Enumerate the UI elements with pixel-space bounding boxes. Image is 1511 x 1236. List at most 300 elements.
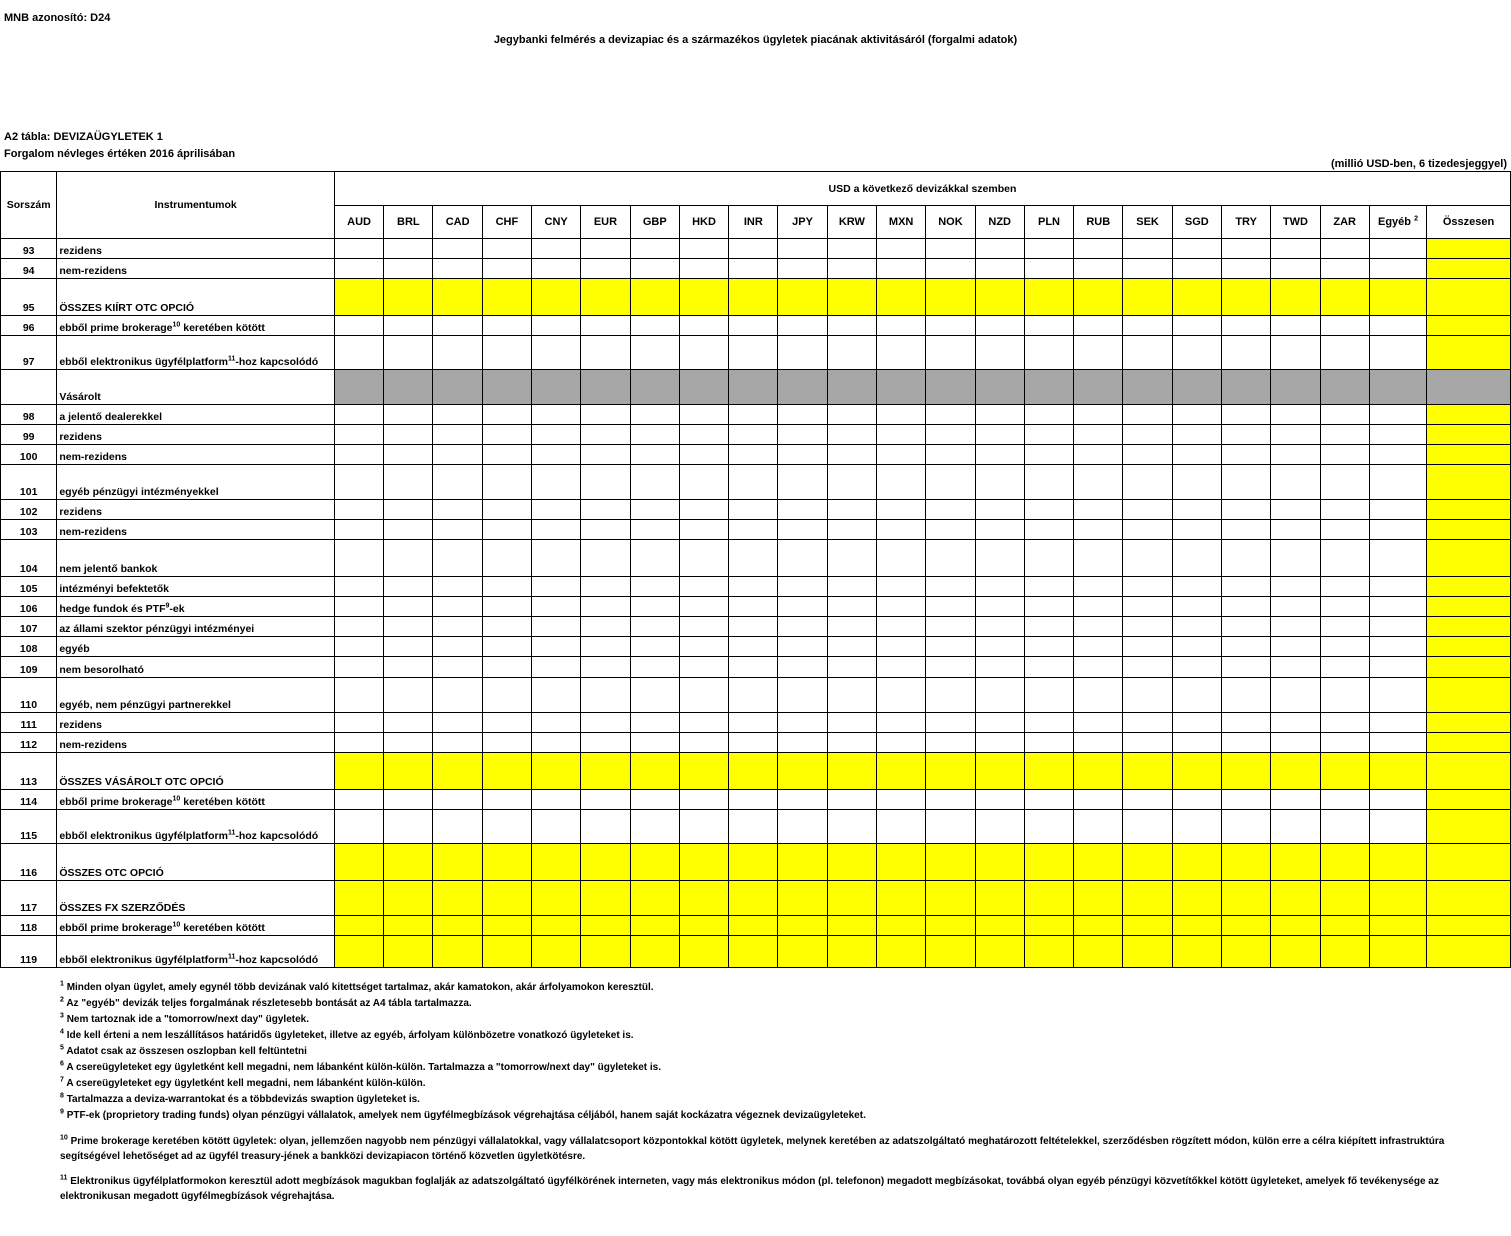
- data-cell[interactable]: [1024, 810, 1073, 844]
- data-cell[interactable]: [1074, 637, 1123, 657]
- data-cell[interactable]: [1024, 370, 1073, 405]
- data-cell[interactable]: [1221, 520, 1270, 540]
- data-cell[interactable]: [679, 316, 728, 336]
- data-cell[interactable]: [1369, 336, 1426, 370]
- data-cell[interactable]: [729, 540, 778, 577]
- data-cell[interactable]: [1074, 617, 1123, 637]
- data-cell[interactable]: [1221, 279, 1270, 316]
- data-cell[interactable]: [1320, 617, 1369, 637]
- data-cell[interactable]: [827, 713, 876, 733]
- data-cell[interactable]: [482, 790, 531, 810]
- data-cell[interactable]: [482, 425, 531, 445]
- data-cell[interactable]: [1172, 259, 1221, 279]
- data-cell[interactable]: [975, 316, 1024, 336]
- data-cell[interactable]: [1271, 657, 1320, 678]
- data-cell[interactable]: [1024, 617, 1073, 637]
- data-cell[interactable]: [1320, 844, 1369, 881]
- data-cell[interactable]: [1271, 844, 1320, 881]
- data-cell[interactable]: [827, 239, 876, 259]
- data-cell[interactable]: [1320, 753, 1369, 790]
- data-cell[interactable]: [1221, 577, 1270, 597]
- data-cell[interactable]: [1320, 810, 1369, 844]
- data-cell[interactable]: [679, 520, 728, 540]
- data-cell[interactable]: [1123, 540, 1172, 577]
- data-cell[interactable]: [384, 370, 433, 405]
- data-cell[interactable]: [1271, 678, 1320, 713]
- data-cell[interactable]: [384, 733, 433, 753]
- data-cell[interactable]: [532, 936, 581, 968]
- data-cell[interactable]: [532, 500, 581, 520]
- data-cell[interactable]: [482, 844, 531, 881]
- data-cell[interactable]: [778, 810, 827, 844]
- data-cell[interactable]: [1123, 405, 1172, 425]
- data-cell[interactable]: [1320, 316, 1369, 336]
- data-cell[interactable]: [482, 657, 531, 678]
- data-cell[interactable]: [384, 500, 433, 520]
- data-cell[interactable]: [1172, 370, 1221, 405]
- data-cell[interactable]: [1074, 445, 1123, 465]
- data-cell[interactable]: [778, 713, 827, 733]
- data-cell[interactable]: [482, 520, 531, 540]
- data-cell[interactable]: [679, 540, 728, 577]
- data-cell[interactable]: [877, 500, 926, 520]
- data-cell[interactable]: [1123, 336, 1172, 370]
- data-cell[interactable]: [877, 445, 926, 465]
- data-cell[interactable]: [334, 753, 383, 790]
- data-cell[interactable]: [433, 279, 482, 316]
- data-cell[interactable]: [334, 500, 383, 520]
- data-cell[interactable]: [532, 916, 581, 936]
- data-cell[interactable]: [1271, 916, 1320, 936]
- data-cell[interactable]: [1074, 733, 1123, 753]
- total-cell[interactable]: [1427, 279, 1511, 316]
- data-cell[interactable]: [1123, 577, 1172, 597]
- data-cell[interactable]: [778, 844, 827, 881]
- data-cell[interactable]: [581, 810, 630, 844]
- data-cell[interactable]: [975, 370, 1024, 405]
- data-cell[interactable]: [532, 637, 581, 657]
- data-cell[interactable]: [433, 936, 482, 968]
- data-cell[interactable]: [1024, 936, 1073, 968]
- data-cell[interactable]: [1271, 810, 1320, 844]
- data-cell[interactable]: [1123, 597, 1172, 617]
- data-cell[interactable]: [1024, 916, 1073, 936]
- data-cell[interactable]: [827, 465, 876, 500]
- data-cell[interactable]: [1221, 790, 1270, 810]
- data-cell[interactable]: [630, 617, 679, 637]
- data-cell[interactable]: [1320, 520, 1369, 540]
- data-cell[interactable]: [1172, 520, 1221, 540]
- data-cell[interactable]: [1074, 916, 1123, 936]
- data-cell[interactable]: [729, 279, 778, 316]
- data-cell[interactable]: [1221, 881, 1270, 916]
- data-cell[interactable]: [482, 336, 531, 370]
- data-cell[interactable]: [1271, 425, 1320, 445]
- data-cell[interactable]: [581, 733, 630, 753]
- data-cell[interactable]: [975, 445, 1024, 465]
- data-cell[interactable]: [630, 657, 679, 678]
- data-cell[interactable]: [1074, 500, 1123, 520]
- total-cell[interactable]: [1427, 881, 1511, 916]
- data-cell[interactable]: [1074, 370, 1123, 405]
- data-cell[interactable]: [384, 577, 433, 597]
- data-cell[interactable]: [679, 597, 728, 617]
- data-cell[interactable]: [877, 678, 926, 713]
- data-cell[interactable]: [827, 597, 876, 617]
- data-cell[interactable]: [532, 733, 581, 753]
- data-cell[interactable]: [975, 597, 1024, 617]
- data-cell[interactable]: [926, 520, 975, 540]
- data-cell[interactable]: [926, 279, 975, 316]
- data-cell[interactable]: [778, 637, 827, 657]
- data-cell[interactable]: [877, 844, 926, 881]
- data-cell[interactable]: [729, 336, 778, 370]
- data-cell[interactable]: [778, 597, 827, 617]
- data-cell[interactable]: [532, 678, 581, 713]
- data-cell[interactable]: [1221, 259, 1270, 279]
- data-cell[interactable]: [1074, 844, 1123, 881]
- data-cell[interactable]: [630, 540, 679, 577]
- data-cell[interactable]: [877, 733, 926, 753]
- data-cell[interactable]: [630, 678, 679, 713]
- data-cell[interactable]: [827, 370, 876, 405]
- data-cell[interactable]: [384, 844, 433, 881]
- data-cell[interactable]: [334, 597, 383, 617]
- data-cell[interactable]: [1074, 336, 1123, 370]
- data-cell[interactable]: [729, 425, 778, 445]
- total-cell[interactable]: [1427, 597, 1511, 617]
- data-cell[interactable]: [975, 637, 1024, 657]
- data-cell[interactable]: [433, 259, 482, 279]
- data-cell[interactable]: [975, 810, 1024, 844]
- total-cell[interactable]: [1427, 445, 1511, 465]
- data-cell[interactable]: [1369, 445, 1426, 465]
- data-cell[interactable]: [482, 733, 531, 753]
- data-cell[interactable]: [581, 597, 630, 617]
- data-cell[interactable]: [334, 657, 383, 678]
- data-cell[interactable]: [1024, 316, 1073, 336]
- data-cell[interactable]: [1369, 733, 1426, 753]
- data-cell[interactable]: [630, 465, 679, 500]
- data-cell[interactable]: [1074, 465, 1123, 500]
- data-cell[interactable]: [1123, 637, 1172, 657]
- data-cell[interactable]: [1271, 370, 1320, 405]
- data-cell[interactable]: [778, 577, 827, 597]
- total-cell[interactable]: [1427, 540, 1511, 577]
- data-cell[interactable]: [1271, 405, 1320, 425]
- data-cell[interactable]: [1172, 316, 1221, 336]
- data-cell[interactable]: [827, 844, 876, 881]
- data-cell[interactable]: [729, 465, 778, 500]
- data-cell[interactable]: [1221, 336, 1270, 370]
- data-cell[interactable]: [1271, 637, 1320, 657]
- data-cell[interactable]: [877, 540, 926, 577]
- data-cell[interactable]: [1221, 405, 1270, 425]
- data-cell[interactable]: [334, 259, 383, 279]
- data-cell[interactable]: [630, 259, 679, 279]
- total-cell[interactable]: [1427, 239, 1511, 259]
- data-cell[interactable]: [926, 370, 975, 405]
- data-cell[interactable]: [729, 790, 778, 810]
- data-cell[interactable]: [1369, 617, 1426, 637]
- data-cell[interactable]: [1221, 936, 1270, 968]
- data-cell[interactable]: [1221, 370, 1270, 405]
- data-cell[interactable]: [926, 753, 975, 790]
- data-cell[interactable]: [1320, 916, 1369, 936]
- data-cell[interactable]: [334, 678, 383, 713]
- data-cell[interactable]: [482, 370, 531, 405]
- data-cell[interactable]: [729, 733, 778, 753]
- data-cell[interactable]: [532, 597, 581, 617]
- data-cell[interactable]: [384, 657, 433, 678]
- total-cell[interactable]: [1427, 500, 1511, 520]
- data-cell[interactable]: [778, 540, 827, 577]
- data-cell[interactable]: [482, 713, 531, 733]
- data-cell[interactable]: [679, 465, 728, 500]
- data-cell[interactable]: [827, 790, 876, 810]
- data-cell[interactable]: [778, 520, 827, 540]
- data-cell[interactable]: [729, 259, 778, 279]
- data-cell[interactable]: [581, 316, 630, 336]
- data-cell[interactable]: [532, 239, 581, 259]
- data-cell[interactable]: [1024, 597, 1073, 617]
- data-cell[interactable]: [1123, 678, 1172, 713]
- data-cell[interactable]: [384, 540, 433, 577]
- data-cell[interactable]: [1221, 844, 1270, 881]
- data-cell[interactable]: [1320, 425, 1369, 445]
- data-cell[interactable]: [729, 597, 778, 617]
- data-cell[interactable]: [532, 336, 581, 370]
- data-cell[interactable]: [1271, 881, 1320, 916]
- data-cell[interactable]: [630, 713, 679, 733]
- data-cell[interactable]: [1074, 540, 1123, 577]
- data-cell[interactable]: [581, 279, 630, 316]
- data-cell[interactable]: [1123, 753, 1172, 790]
- data-cell[interactable]: [877, 370, 926, 405]
- total-cell[interactable]: [1427, 713, 1511, 733]
- data-cell[interactable]: [877, 936, 926, 968]
- data-cell[interactable]: [532, 713, 581, 733]
- data-cell[interactable]: [1369, 790, 1426, 810]
- data-cell[interactable]: [532, 370, 581, 405]
- data-cell[interactable]: [1369, 916, 1426, 936]
- data-cell[interactable]: [581, 405, 630, 425]
- data-cell[interactable]: [334, 637, 383, 657]
- data-cell[interactable]: [384, 445, 433, 465]
- data-cell[interactable]: [827, 617, 876, 637]
- data-cell[interactable]: [975, 678, 1024, 713]
- data-cell[interactable]: [975, 657, 1024, 678]
- data-cell[interactable]: [827, 753, 876, 790]
- data-cell[interactable]: [334, 316, 383, 336]
- data-cell[interactable]: [433, 916, 482, 936]
- data-cell[interactable]: [1221, 916, 1270, 936]
- total-cell[interactable]: [1427, 657, 1511, 678]
- data-cell[interactable]: [630, 500, 679, 520]
- data-cell[interactable]: [1320, 259, 1369, 279]
- data-cell[interactable]: [778, 500, 827, 520]
- total-cell[interactable]: [1427, 370, 1511, 405]
- data-cell[interactable]: [827, 540, 876, 577]
- data-cell[interactable]: [630, 881, 679, 916]
- data-cell[interactable]: [334, 617, 383, 637]
- data-cell[interactable]: [433, 881, 482, 916]
- data-cell[interactable]: [1221, 753, 1270, 790]
- data-cell[interactable]: [1320, 597, 1369, 617]
- total-cell[interactable]: [1427, 259, 1511, 279]
- data-cell[interactable]: [532, 657, 581, 678]
- data-cell[interactable]: [581, 445, 630, 465]
- data-cell[interactable]: [1369, 259, 1426, 279]
- data-cell[interactable]: [630, 916, 679, 936]
- data-cell[interactable]: [679, 916, 728, 936]
- data-cell[interactable]: [679, 753, 728, 790]
- data-cell[interactable]: [630, 370, 679, 405]
- data-cell[interactable]: [877, 713, 926, 733]
- data-cell[interactable]: [482, 279, 531, 316]
- data-cell[interactable]: [630, 445, 679, 465]
- data-cell[interactable]: [778, 657, 827, 678]
- data-cell[interactable]: [581, 370, 630, 405]
- data-cell[interactable]: [729, 577, 778, 597]
- data-cell[interactable]: [482, 465, 531, 500]
- data-cell[interactable]: [581, 577, 630, 597]
- data-cell[interactable]: [433, 733, 482, 753]
- data-cell[interactable]: [926, 425, 975, 445]
- data-cell[interactable]: [1123, 713, 1172, 733]
- data-cell[interactable]: [1074, 597, 1123, 617]
- data-cell[interactable]: [1172, 279, 1221, 316]
- data-cell[interactable]: [1024, 881, 1073, 916]
- data-cell[interactable]: [1074, 790, 1123, 810]
- data-cell[interactable]: [975, 405, 1024, 425]
- data-cell[interactable]: [778, 753, 827, 790]
- data-cell[interactable]: [877, 259, 926, 279]
- data-cell[interactable]: [384, 520, 433, 540]
- total-cell[interactable]: [1427, 520, 1511, 540]
- data-cell[interactable]: [1369, 425, 1426, 445]
- data-cell[interactable]: [729, 916, 778, 936]
- data-cell[interactable]: [1271, 753, 1320, 790]
- data-cell[interactable]: [679, 279, 728, 316]
- data-cell[interactable]: [1271, 239, 1320, 259]
- data-cell[interactable]: [581, 336, 630, 370]
- data-cell[interactable]: [1172, 844, 1221, 881]
- data-cell[interactable]: [1024, 336, 1073, 370]
- data-cell[interactable]: [877, 810, 926, 844]
- data-cell[interactable]: [334, 279, 383, 316]
- total-cell[interactable]: [1427, 753, 1511, 790]
- data-cell[interactable]: [778, 936, 827, 968]
- data-cell[interactable]: [1320, 790, 1369, 810]
- data-cell[interactable]: [1320, 733, 1369, 753]
- data-cell[interactable]: [827, 936, 876, 968]
- data-cell[interactable]: [975, 733, 1024, 753]
- data-cell[interactable]: [482, 540, 531, 577]
- total-cell[interactable]: [1427, 316, 1511, 336]
- data-cell[interactable]: [926, 713, 975, 733]
- data-cell[interactable]: [334, 733, 383, 753]
- data-cell[interactable]: [1271, 520, 1320, 540]
- data-cell[interactable]: [975, 500, 1024, 520]
- data-cell[interactable]: [1320, 577, 1369, 597]
- data-cell[interactable]: [433, 465, 482, 500]
- data-cell[interactable]: [1074, 577, 1123, 597]
- data-cell[interactable]: [433, 239, 482, 259]
- data-cell[interactable]: [334, 336, 383, 370]
- data-cell[interactable]: [1369, 540, 1426, 577]
- data-cell[interactable]: [926, 733, 975, 753]
- data-cell[interactable]: [1320, 336, 1369, 370]
- data-cell[interactable]: [975, 336, 1024, 370]
- data-cell[interactable]: [433, 336, 482, 370]
- data-cell[interactable]: [827, 657, 876, 678]
- data-cell[interactable]: [1172, 405, 1221, 425]
- data-cell[interactable]: [1123, 259, 1172, 279]
- data-cell[interactable]: [1123, 370, 1172, 405]
- data-cell[interactable]: [729, 617, 778, 637]
- data-cell[interactable]: [1369, 753, 1426, 790]
- data-cell[interactable]: [1074, 657, 1123, 678]
- data-cell[interactable]: [975, 239, 1024, 259]
- data-cell[interactable]: [384, 637, 433, 657]
- data-cell[interactable]: [384, 336, 433, 370]
- data-cell[interactable]: [1172, 881, 1221, 916]
- data-cell[interactable]: [433, 520, 482, 540]
- data-cell[interactable]: [1221, 637, 1270, 657]
- data-cell[interactable]: [1024, 520, 1073, 540]
- data-cell[interactable]: [532, 316, 581, 336]
- data-cell[interactable]: [630, 810, 679, 844]
- total-cell[interactable]: [1427, 465, 1511, 500]
- data-cell[interactable]: [1123, 316, 1172, 336]
- data-cell[interactable]: [877, 753, 926, 790]
- data-cell[interactable]: [482, 597, 531, 617]
- data-cell[interactable]: [482, 445, 531, 465]
- data-cell[interactable]: [827, 316, 876, 336]
- data-cell[interactable]: [1172, 753, 1221, 790]
- data-cell[interactable]: [1172, 500, 1221, 520]
- data-cell[interactable]: [778, 733, 827, 753]
- data-cell[interactable]: [581, 259, 630, 279]
- data-cell[interactable]: [1024, 657, 1073, 678]
- data-cell[interactable]: [532, 810, 581, 844]
- data-cell[interactable]: [532, 405, 581, 425]
- total-cell[interactable]: [1427, 790, 1511, 810]
- data-cell[interactable]: [877, 316, 926, 336]
- data-cell[interactable]: [433, 617, 482, 637]
- data-cell[interactable]: [1271, 465, 1320, 500]
- data-cell[interactable]: [1369, 239, 1426, 259]
- data-cell[interactable]: [532, 520, 581, 540]
- data-cell[interactable]: [827, 733, 876, 753]
- data-cell[interactable]: [384, 405, 433, 425]
- data-cell[interactable]: [630, 577, 679, 597]
- data-cell[interactable]: [482, 500, 531, 520]
- data-cell[interactable]: [334, 370, 383, 405]
- data-cell[interactable]: [334, 916, 383, 936]
- data-cell[interactable]: [1221, 597, 1270, 617]
- data-cell[interactable]: [1074, 936, 1123, 968]
- data-cell[interactable]: [877, 916, 926, 936]
- total-cell[interactable]: [1427, 678, 1511, 713]
- data-cell[interactable]: [581, 713, 630, 733]
- data-cell[interactable]: [877, 637, 926, 657]
- data-cell[interactable]: [581, 500, 630, 520]
- data-cell[interactable]: [384, 617, 433, 637]
- data-cell[interactable]: [1074, 425, 1123, 445]
- data-cell[interactable]: [729, 678, 778, 713]
